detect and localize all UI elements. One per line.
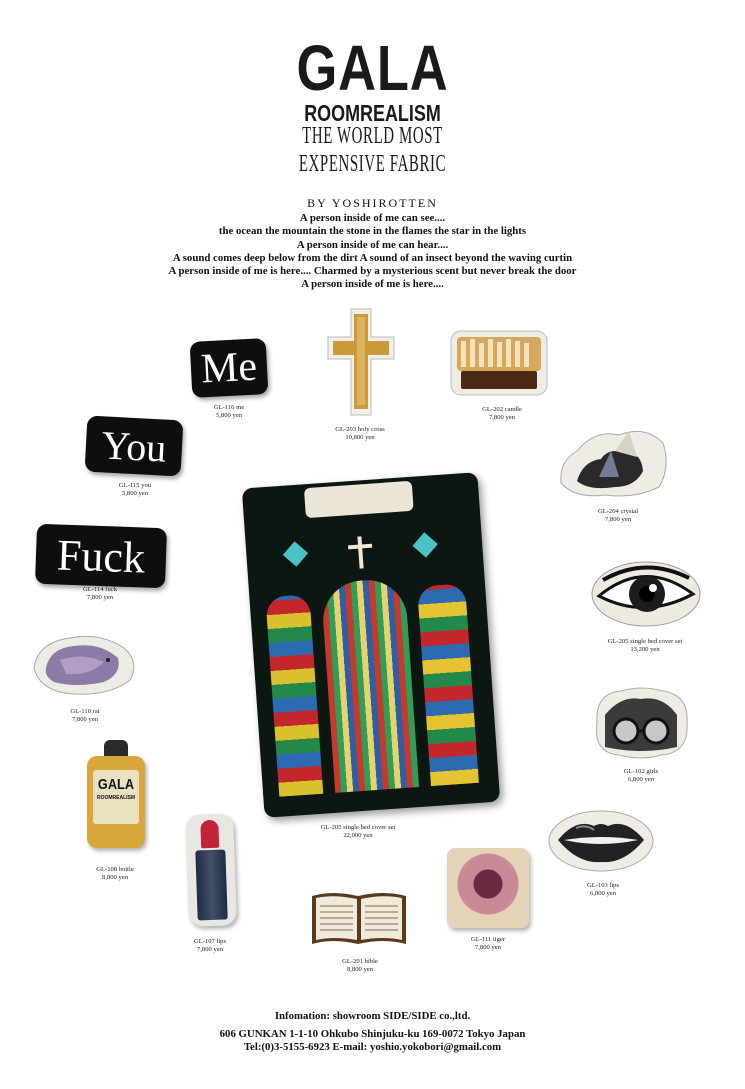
girls-caption bbox=[566, 768, 716, 784]
lips-103-code: GL-103 lips bbox=[586, 882, 620, 889]
girls-price: 6,800 yen bbox=[627, 776, 654, 784]
poem-line: A person inside of me can hear.... bbox=[296, 238, 449, 251]
poem-line: A person inside of me can see.... bbox=[299, 212, 446, 224]
holy-cross-caption bbox=[285, 426, 435, 442]
bottle-label-sub: ROOMREALISM bbox=[96, 795, 136, 801]
candle-caption bbox=[427, 406, 577, 422]
candle-code: GL-202 candle bbox=[482, 406, 522, 413]
eye-code: GL-205 single bed cover set bbox=[607, 638, 683, 645]
bed-cross bbox=[357, 536, 363, 568]
lips-103-price: 6,800 yen bbox=[589, 890, 616, 898]
lips-103-caption bbox=[528, 882, 678, 898]
poem-line: A person inside of me is here.... Charmed by a mysterious scent but never break the door bbox=[168, 265, 577, 278]
fuck-pillow bbox=[35, 524, 167, 589]
bottle-label-title: GALA bbox=[97, 776, 135, 793]
bed-motif bbox=[412, 532, 437, 557]
bed-pillow bbox=[304, 481, 414, 518]
me-pillow-text: Me bbox=[199, 343, 259, 393]
bottle-code: GL-108 bottle bbox=[96, 866, 134, 873]
bed-window-left bbox=[265, 594, 323, 797]
crystal-pillow bbox=[555, 421, 673, 501]
girls-code: GL-102 girls bbox=[623, 768, 659, 775]
lips-107-caption bbox=[135, 938, 285, 954]
bed-cover-code: GL-205 single bed cover set bbox=[320, 824, 396, 831]
me-price: 5,800 yen bbox=[215, 412, 242, 420]
bed-cover-image bbox=[242, 472, 500, 818]
bottle-pillow bbox=[87, 740, 145, 848]
tiger-price: 7,800 yen bbox=[474, 944, 501, 952]
lips-107-pillow bbox=[185, 813, 237, 927]
poem-line: A person inside of me is here.... bbox=[301, 278, 444, 291]
fuck-price: 7,800 yen bbox=[86, 594, 113, 602]
holy-cross-pillow bbox=[324, 305, 398, 419]
bottle-label bbox=[93, 770, 139, 824]
candle-pillow bbox=[447, 327, 551, 399]
logo-roomrealism: ROOMREALISM bbox=[304, 100, 441, 126]
poem-line: the ocean the mountain the stone in the flames the star in the lights bbox=[218, 225, 527, 238]
tiger-caption bbox=[413, 936, 563, 952]
rat-caption bbox=[10, 708, 160, 724]
bottle-price: 8,800 yen bbox=[101, 874, 128, 882]
you-pillow-text: You bbox=[100, 421, 168, 471]
girls-pillow bbox=[591, 685, 691, 761]
rat-code: GL-110 rat bbox=[70, 708, 100, 715]
bible-caption bbox=[285, 958, 435, 974]
footer-contact: Tel:(0)3-5155-6923 E-mail: yoshio.yokobori@gmail.com bbox=[243, 1041, 502, 1053]
bible-code: GL-201 bible bbox=[342, 958, 378, 965]
fuck-caption bbox=[25, 586, 175, 602]
lipstick-body bbox=[195, 849, 227, 920]
holy-cross-price: 10,800 yen bbox=[345, 434, 375, 442]
poem bbox=[0, 212, 745, 292]
holy-cross-code: GL-203 holy cross bbox=[335, 426, 385, 433]
fuck-code: GL-114 fuck bbox=[83, 586, 117, 593]
poem-line: A sound comes deep below from the dirt A sound of an insect beyond the waving curtin bbox=[172, 251, 573, 264]
crystal-caption bbox=[543, 508, 693, 524]
bed-window-right bbox=[417, 583, 479, 786]
footer-info: Infomation: showroom SIDE/SIDE co.,ltd. bbox=[274, 1010, 471, 1022]
crystal-code: GL-204 crystal bbox=[597, 508, 639, 515]
bed-cross-bar bbox=[348, 544, 372, 550]
you-pillow bbox=[85, 416, 184, 477]
logo-tagline-2: EXPENSIVE FABRIC bbox=[298, 151, 447, 177]
logo-gala: GALA bbox=[296, 32, 449, 104]
candle-price: 7,800 yen bbox=[488, 414, 515, 422]
you-code: GL-115 you bbox=[118, 482, 152, 489]
bed-cover-caption bbox=[283, 824, 433, 840]
rat-pillow bbox=[30, 628, 140, 700]
lips-103-pillow bbox=[546, 808, 656, 874]
bible-pillow bbox=[308, 886, 410, 950]
bed-motif bbox=[283, 541, 308, 566]
footer-address: 606 GUNKAN 1-1-10 Ohkubo Shinjuku-ku 169-0072 Tokyo Japan bbox=[219, 1028, 526, 1040]
me-caption bbox=[154, 404, 304, 420]
bed-window-center bbox=[321, 578, 419, 793]
eye-pillow bbox=[589, 558, 703, 630]
rat-price: 7,800 yen bbox=[71, 716, 98, 724]
you-price: 5,800 yen bbox=[121, 490, 148, 498]
lipstick-tip bbox=[200, 820, 219, 849]
logo-tagline-1: THE WORLD MOST bbox=[302, 123, 443, 149]
me-pillow bbox=[190, 338, 269, 398]
you-caption bbox=[60, 482, 210, 498]
lips-107-price: 7,800 yen bbox=[196, 946, 223, 954]
me-code: GL-116 me bbox=[213, 404, 245, 411]
tiger-pillow bbox=[447, 848, 529, 928]
eye-price: 13,200 yen bbox=[630, 646, 660, 654]
crystal-price: 7,800 yen bbox=[604, 516, 631, 524]
bed-cover-price: 22,000 yen bbox=[343, 832, 373, 840]
lips-107-code: GL-107 lips bbox=[193, 938, 227, 945]
bible-price: 8,800 yen bbox=[346, 966, 373, 974]
fuck-pillow-text: Fuck bbox=[56, 529, 146, 583]
eye-caption bbox=[570, 638, 720, 654]
tiger-code: GL-111 tiger bbox=[470, 936, 506, 943]
bottle-caption bbox=[40, 866, 190, 882]
byline: BY YOSHIROTTEN bbox=[307, 196, 438, 210]
